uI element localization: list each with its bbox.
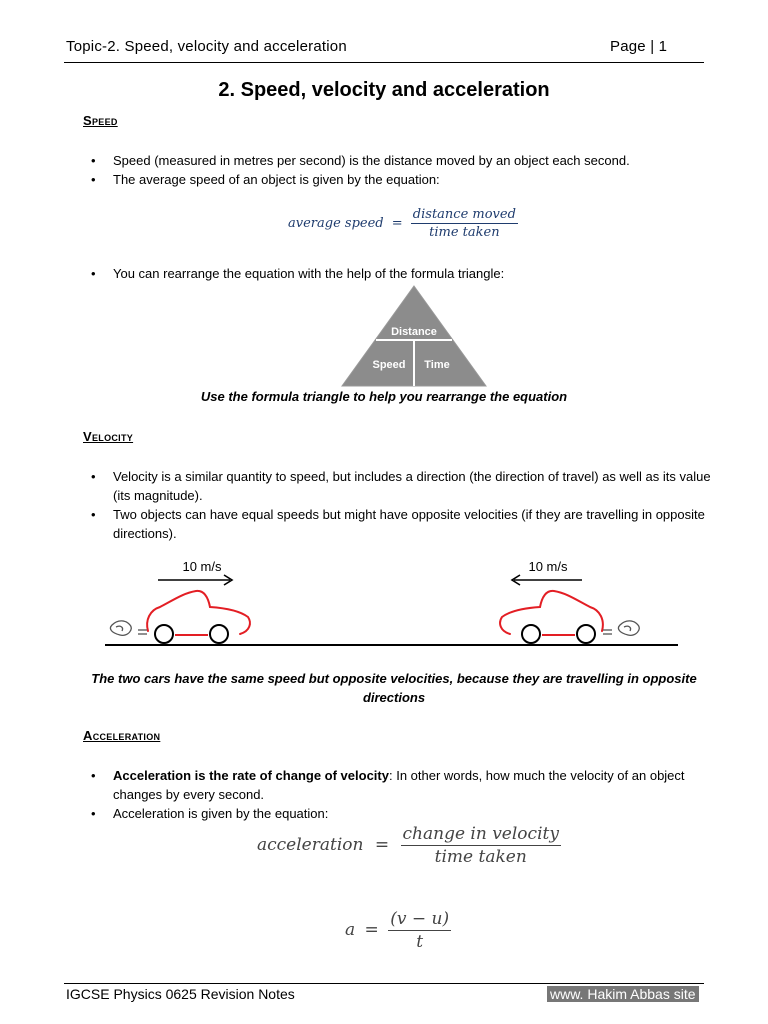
left-car-icon [110,591,250,643]
equation-numerator: distance moved [412,207,516,222]
velocity-bullet-2: • Two objects can have equal speeds but might have opposite velocities (if they are travelling in opposite directions). [91,505,721,543]
page-title: 2. Speed, velocity and acceleration [218,79,550,101]
footer-title: IGCSE Physics 0625 Revision Notes [66,986,295,1002]
triangle-caption: Use the formula triangle to help you rearrange the equation [200,389,568,404]
velocity-bullet-list [91,467,721,543]
accel-equation-lhs: acceleration [257,835,364,855]
symbol-equation-fraction [388,909,451,952]
velocity-bullet-1: • Velocity is a similar quantity to speed, but includes a direction (the direction of travel) as well as its value (its magnitude). [91,467,721,505]
accel-equation-fraction [401,824,561,867]
cars-caption: The two cars have the same speed but opposite velocities, because they are travelling in opposite directions [91,671,697,705]
accel-equation-numerator: change in velocity [402,824,559,844]
velocity-heading: Velocity [83,429,134,444]
header-divider [64,62,704,63]
formula-triangle [340,284,490,388]
footer-website [547,986,699,1002]
accel-equation-equals: = [374,835,390,855]
accel-equation-denominator: time taken [434,847,527,867]
triangle-speed-label: Speed [372,359,406,371]
acceleration-symbol-equation [345,909,451,952]
speed-bullet-3: • You can rearrange the equation with the help of the formula triangle: [91,264,721,283]
header-topic: Topic-2. Speed, velocity and acceleration [66,38,347,55]
footer-divider [64,983,704,984]
acceleration-heading: Acceleration [83,728,161,743]
symbol-equation-equals: = [364,920,379,940]
equation-equals: = [391,216,403,231]
symbol-equation-denominator: t [416,932,424,952]
left-arrow-icon [512,575,582,585]
right-car-icon [500,591,639,643]
symbol-equation-numerator: (v − u) [390,909,450,929]
acceleration-definition-bold: Acceleration is the rate of change of velocity [113,768,389,783]
cars-diagram [100,555,690,655]
left-car-speed-label: 10 m/s [182,559,222,574]
acceleration-bullet-2: • Acceleration is given by the equation: [91,804,721,823]
right-car-speed-label: 10 m/s [528,559,568,574]
equation-denominator: time taken [429,225,500,240]
header-page-number: Page | 1 [610,38,668,55]
footer-website-label: www. Hakim Abbas site [547,986,699,1002]
symbol-equation-lhs: a [345,920,356,940]
speed-bullet-1: • Speed (measured in metres per second) is the distance moved by an object each second. [91,151,721,170]
average-speed-equation [288,207,518,240]
acceleration-definition-rest: : In other words, how much the velocity of an object changes by every second. [113,768,685,802]
acceleration-equation [257,824,561,867]
acceleration-bullet-1 [91,766,721,804]
speed-bullet-list-2 [91,264,721,283]
acceleration-bullet-list [91,766,721,823]
equation-fraction [411,207,518,240]
triangle-time-label: Time [424,359,450,371]
equation-lhs: average speed [288,216,384,231]
speed-bullet-2: • The average speed of an object is given by the equation: [91,170,721,189]
speed-bullet-list [91,151,721,189]
speed-heading: Speed [83,113,118,128]
triangle-distance-label: Distance [391,326,437,338]
right-arrow-icon [158,575,232,585]
